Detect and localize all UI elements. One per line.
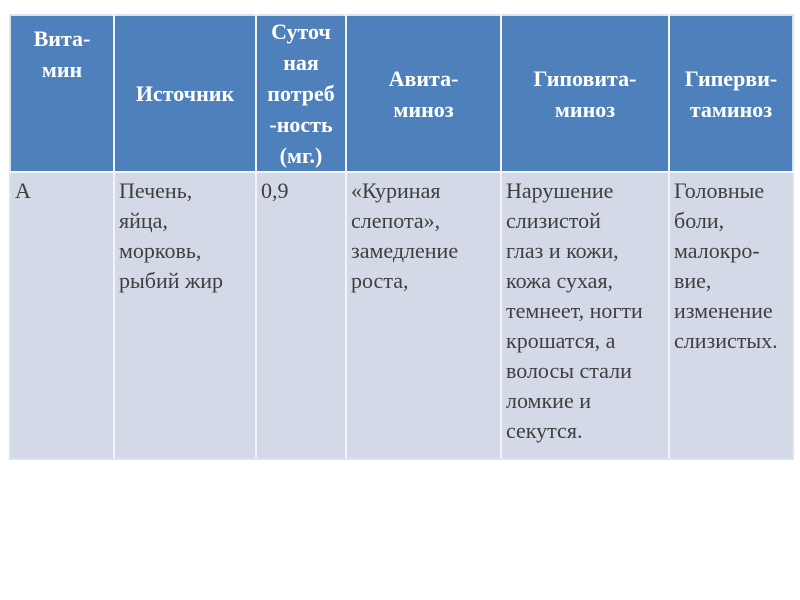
header-row bbox=[10, 15, 793, 172]
cell-hypervitaminosis: Головные боли, малокро- вие, изменение слизистых. bbox=[669, 172, 793, 459]
col-header-source: Источник bbox=[114, 15, 256, 172]
col-header-hypovitaminosis: Гиповита- миноз bbox=[501, 15, 669, 172]
col-header-daily-need: Суточ ная потреб -ность (мг.) bbox=[256, 15, 346, 172]
cell-avitaminosis: «Куриная слепота», замедление роста, bbox=[346, 172, 501, 459]
col-header-avitaminosis: Авита- миноз bbox=[346, 15, 501, 172]
cell-hypovitaminosis: Нарушение слизистой глаз и кожи, кожа сухая, темнеет, ногти крошатся, а волосы стали ломкие и секутся. bbox=[501, 172, 669, 459]
table-row-vitamin-a bbox=[10, 172, 793, 459]
col-header-vitamin: Вита- мин bbox=[10, 15, 114, 172]
cell-source: Печень, яйца, морковь, рыбий жир bbox=[114, 172, 256, 459]
cell-vitamin: А bbox=[10, 172, 114, 459]
cell-daily-need: 0,9 bbox=[256, 172, 346, 459]
col-header-hypervitaminosis: Гиперви- таминоз bbox=[669, 15, 793, 172]
vitamins-table bbox=[9, 14, 794, 460]
